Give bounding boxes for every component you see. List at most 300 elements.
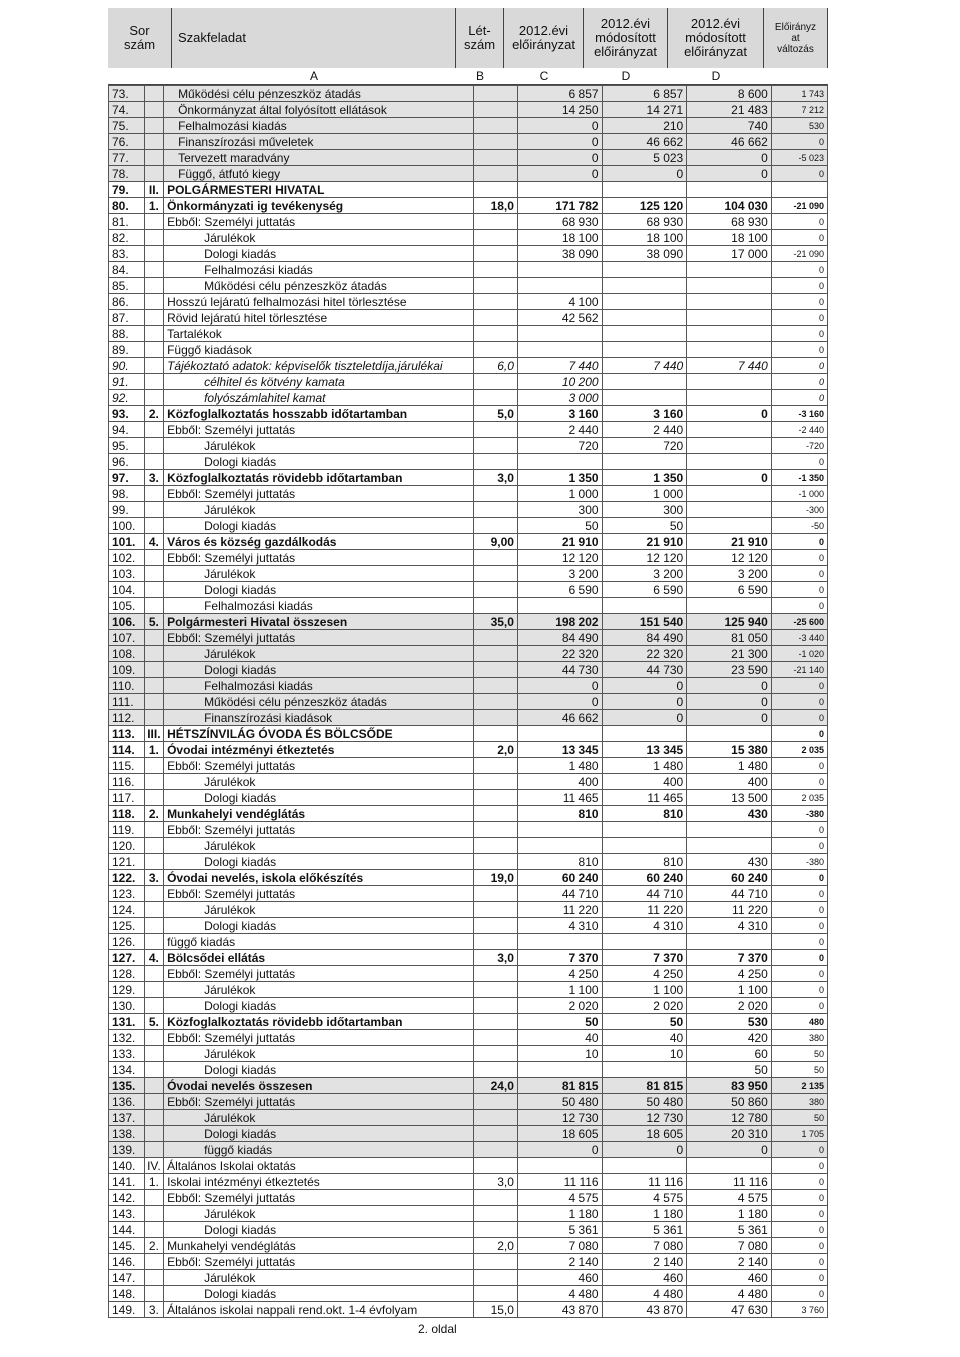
row-number: 103. [109, 566, 145, 582]
appropriation-change: 0 [771, 534, 827, 550]
section-number [144, 342, 163, 358]
headcount: 19,0 [474, 870, 518, 886]
appropriation-change: -380 [771, 854, 827, 870]
section-number [144, 358, 163, 374]
modified-appropriation-1 [602, 182, 687, 198]
item-label: Ebből: Személyi juttatás [164, 214, 474, 230]
headcount [474, 1270, 518, 1286]
header-letszam: Lét- szám [456, 8, 504, 68]
modified-appropriation-2: 11 220 [687, 902, 772, 918]
original-appropriation: 4 575 [517, 1190, 602, 1206]
section-number: III. [144, 726, 163, 742]
original-appropriation: 13 345 [517, 742, 602, 758]
row-number: 117. [109, 790, 145, 806]
modified-appropriation-2: 1 100 [687, 982, 772, 998]
original-appropriation: 2 440 [517, 422, 602, 438]
appropriation-change: 0 [771, 550, 827, 566]
table-row [109, 198, 828, 214]
row-number: 88. [109, 326, 145, 342]
modified-appropriation-2 [687, 454, 772, 470]
modified-appropriation-1: 2 440 [602, 422, 687, 438]
section-number [144, 1286, 163, 1302]
table-row [109, 1110, 828, 1126]
modified-appropriation-2 [687, 502, 772, 518]
table-row [109, 1142, 828, 1158]
section-number [144, 1078, 163, 1094]
appropriation-change: -50 [771, 518, 827, 534]
headcount [474, 1094, 518, 1110]
headcount [474, 774, 518, 790]
modified-appropriation-2 [687, 486, 772, 502]
table-row [109, 518, 828, 534]
appropriation-change: 0 [771, 758, 827, 774]
row-number: 89. [109, 342, 145, 358]
section-number [144, 566, 163, 582]
table-row [109, 118, 828, 134]
item-label: Önkormányzati ig tevékenység [164, 198, 474, 214]
modified-appropriation-1: 300 [602, 502, 687, 518]
original-appropriation: 43 870 [517, 1302, 602, 1318]
appropriation-change: 0 [771, 678, 827, 694]
item-label: Felhalmozási kiadás [164, 678, 474, 694]
modified-appropriation-1 [602, 838, 687, 854]
section-number: 3. [144, 1302, 163, 1318]
row-number: 128. [109, 966, 145, 982]
original-appropriation: 12 730 [517, 1110, 602, 1126]
modified-appropriation-1: 11 116 [602, 1174, 687, 1190]
table-row [109, 358, 828, 374]
appropriation-change: 0 [771, 166, 827, 182]
original-appropriation: 14 250 [517, 102, 602, 118]
appropriation-change: 0 [771, 822, 827, 838]
modified-appropriation-2: 0 [687, 1142, 772, 1158]
table-row [109, 150, 828, 166]
modified-appropriation-1 [602, 934, 687, 950]
table-row [109, 374, 828, 390]
table-row [109, 422, 828, 438]
row-number: 87. [109, 310, 145, 326]
budget-sheet [108, 8, 828, 1318]
modified-appropriation-2: 60 [687, 1046, 772, 1062]
table-row [109, 1270, 828, 1286]
table-row [109, 438, 828, 454]
column-letter-row [108, 68, 828, 85]
section-number [144, 1062, 163, 1078]
modified-appropriation-2: 104 030 [687, 198, 772, 214]
modified-appropriation-2: 2 140 [687, 1254, 772, 1270]
table-row [109, 86, 828, 102]
original-appropriation: 42 562 [517, 310, 602, 326]
appropriation-change: 0 [771, 1206, 827, 1222]
table-row [109, 806, 828, 822]
original-appropriation: 10 200 [517, 374, 602, 390]
modified-appropriation-2 [687, 390, 772, 406]
row-number: 107. [109, 630, 145, 646]
item-label: Járulékok [164, 566, 474, 582]
section-number [144, 694, 163, 710]
section-number [144, 550, 163, 566]
item-label: Járulékok [164, 902, 474, 918]
section-number [144, 1254, 163, 1270]
modified-appropriation-1: 11 465 [602, 790, 687, 806]
section-number [144, 598, 163, 614]
section-number [144, 86, 163, 102]
section-number [144, 662, 163, 678]
headcount: 3,0 [474, 1174, 518, 1190]
table-row [109, 102, 828, 118]
section-number [144, 294, 163, 310]
modified-appropriation-1: 43 870 [602, 1302, 687, 1318]
appropriation-change: 0 [771, 390, 827, 406]
modified-appropriation-2: 430 [687, 854, 772, 870]
modified-appropriation-2: 18 100 [687, 230, 772, 246]
row-number: 148. [109, 1286, 145, 1302]
table-row [109, 662, 828, 678]
modified-appropriation-1: 1 350 [602, 470, 687, 486]
row-number: 108. [109, 646, 145, 662]
table-row [109, 886, 828, 902]
item-label: Dologi kiadás [164, 454, 474, 470]
original-appropriation: 7 440 [517, 358, 602, 374]
item-label: Dologi kiadás [164, 246, 474, 262]
original-appropriation: 400 [517, 774, 602, 790]
section-number [144, 166, 163, 182]
appropriation-change: 7 212 [771, 102, 827, 118]
appropriation-change: -720 [771, 438, 827, 454]
row-number: 118. [109, 806, 145, 822]
modified-appropriation-1: 6 857 [602, 86, 687, 102]
row-number: 120. [109, 838, 145, 854]
item-label: Ebből: Személyi juttatás [164, 550, 474, 566]
appropriation-change: 0 [771, 1142, 827, 1158]
table-row [109, 646, 828, 662]
modified-appropriation-2 [687, 1158, 772, 1174]
row-number: 122. [109, 870, 145, 886]
original-appropriation: 0 [517, 134, 602, 150]
appropriation-change: 0 [771, 694, 827, 710]
row-number: 133. [109, 1046, 145, 1062]
item-label: Polgármesteri Hivatal összesen [164, 614, 474, 630]
modified-appropriation-1: 6 590 [602, 582, 687, 598]
table-row [109, 950, 828, 966]
appropriation-change: 0 [771, 934, 827, 950]
original-appropriation: 3 160 [517, 406, 602, 422]
headcount: 18,0 [474, 198, 518, 214]
row-number: 96. [109, 454, 145, 470]
section-number: 3. [144, 870, 163, 886]
modified-appropriation-2: 2 020 [687, 998, 772, 1014]
headcount: 15,0 [474, 1302, 518, 1318]
modified-appropriation-2: 21 910 [687, 534, 772, 550]
modified-appropriation-2: 400 [687, 774, 772, 790]
headcount [474, 1014, 518, 1030]
headcount [474, 86, 518, 102]
original-appropriation [517, 726, 602, 742]
appropriation-change: 480 [771, 1014, 827, 1030]
modified-appropriation-1: 18 100 [602, 230, 687, 246]
headcount [474, 166, 518, 182]
table-row [109, 1078, 828, 1094]
section-number [144, 502, 163, 518]
appropriation-change: 0 [771, 294, 827, 310]
table-row [109, 566, 828, 582]
item-label: Óvodai nevelés összesen [164, 1078, 474, 1094]
item-label: Munkahelyi vendéglátás [164, 806, 474, 822]
section-number: 4. [144, 534, 163, 550]
original-appropriation [517, 342, 602, 358]
headcount [474, 422, 518, 438]
row-number: 84. [109, 262, 145, 278]
modified-appropriation-1 [602, 726, 687, 742]
table-row [109, 1238, 828, 1254]
letter-b: B [475, 69, 484, 83]
headcount: 24,0 [474, 1078, 518, 1094]
row-number: 86. [109, 294, 145, 310]
row-number: 109. [109, 662, 145, 678]
modified-appropriation-1: 81 815 [602, 1078, 687, 1094]
table-row [109, 822, 828, 838]
headcount [474, 390, 518, 406]
headcount [474, 102, 518, 118]
modified-appropriation-2: 50 [687, 1062, 772, 1078]
table-row [109, 870, 828, 886]
original-appropriation [517, 1158, 602, 1174]
row-number: 91. [109, 374, 145, 390]
headcount: 9,00 [474, 534, 518, 550]
section-number: II. [144, 182, 163, 198]
row-number: 105. [109, 598, 145, 614]
modified-appropriation-1: 2 140 [602, 1254, 687, 1270]
modified-appropriation-2: 0 [687, 678, 772, 694]
original-appropriation: 6 857 [517, 86, 602, 102]
headcount [474, 182, 518, 198]
section-number [144, 678, 163, 694]
table-row [109, 406, 828, 422]
original-appropriation: 84 490 [517, 630, 602, 646]
modified-appropriation-2 [687, 182, 772, 198]
appropriation-change: -3 440 [771, 630, 827, 646]
modified-appropriation-1: 84 490 [602, 630, 687, 646]
section-number [144, 246, 163, 262]
modified-appropriation-2: 11 116 [687, 1174, 772, 1190]
item-label: Működési célu pénzeszköz átadás [164, 694, 474, 710]
table-row [109, 838, 828, 854]
item-label: Rövid lejáratú hitel törlesztése [164, 310, 474, 326]
section-number [144, 934, 163, 950]
appropriation-change: 380 [771, 1030, 827, 1046]
appropriation-change: 0 [771, 134, 827, 150]
headcount [474, 262, 518, 278]
modified-appropriation-1: 810 [602, 854, 687, 870]
original-appropriation: 810 [517, 854, 602, 870]
table-row [109, 1158, 828, 1174]
modified-appropriation-1: 22 320 [602, 646, 687, 662]
modified-appropriation-1: 21 910 [602, 534, 687, 550]
page-number: 2. oldal [418, 1322, 457, 1336]
modified-appropriation-2: 15 380 [687, 742, 772, 758]
original-appropriation: 2 020 [517, 998, 602, 1014]
section-number [144, 118, 163, 134]
headcount [474, 934, 518, 950]
modified-appropriation-1: 3 200 [602, 566, 687, 582]
row-number: 79. [109, 182, 145, 198]
original-appropriation: 12 120 [517, 550, 602, 566]
table-row [109, 694, 828, 710]
row-number: 126. [109, 934, 145, 950]
row-number: 75. [109, 118, 145, 134]
appropriation-change: -21 090 [771, 198, 827, 214]
headcount [474, 1254, 518, 1270]
modified-appropriation-2: 5 361 [687, 1222, 772, 1238]
row-number: 104. [109, 582, 145, 598]
modified-appropriation-2: 23 590 [687, 662, 772, 678]
item-label: folyószámlahitel kamat [164, 390, 474, 406]
appropriation-change: 0 [771, 230, 827, 246]
modified-appropriation-1: 60 240 [602, 870, 687, 886]
section-number [144, 102, 163, 118]
item-label: Járulékok [164, 438, 474, 454]
original-appropriation: 198 202 [517, 614, 602, 630]
section-number: 2. [144, 406, 163, 422]
appropriation-change: -1 350 [771, 470, 827, 486]
original-appropriation: 0 [517, 118, 602, 134]
modified-appropriation-2: 47 630 [687, 1302, 772, 1318]
original-appropriation: 6 590 [517, 582, 602, 598]
appropriation-change: -300 [771, 502, 827, 518]
modified-appropriation-1: 1 480 [602, 758, 687, 774]
item-label: Felhalmozási kiadás [164, 262, 474, 278]
item-label: Ebből: Személyi juttatás [164, 1094, 474, 1110]
original-appropriation: 1 350 [517, 470, 602, 486]
modified-appropriation-1: 7 440 [602, 358, 687, 374]
original-appropriation: 7 370 [517, 950, 602, 966]
appropriation-change: 0 [771, 1222, 827, 1238]
modified-appropriation-1: 4 575 [602, 1190, 687, 1206]
table-row [109, 934, 828, 950]
item-label: Dologi kiadás [164, 582, 474, 598]
modified-appropriation-2: 68 930 [687, 214, 772, 230]
item-label: Dologi kiadás [164, 1286, 474, 1302]
headcount [474, 1222, 518, 1238]
original-appropriation [517, 278, 602, 294]
appropriation-change: 0 [771, 902, 827, 918]
original-appropriation: 1 480 [517, 758, 602, 774]
table-row [109, 342, 828, 358]
section-number [144, 710, 163, 726]
table-row [109, 1222, 828, 1238]
original-appropriation [517, 598, 602, 614]
modified-appropriation-2 [687, 422, 772, 438]
original-appropriation [517, 934, 602, 950]
table-row [109, 998, 828, 1014]
table-row [109, 598, 828, 614]
item-label: Ebből: Személyi juttatás [164, 486, 474, 502]
row-number: 135. [109, 1078, 145, 1094]
table-row [109, 726, 828, 742]
headcount [474, 726, 518, 742]
modified-appropriation-1: 1 000 [602, 486, 687, 502]
headcount [474, 838, 518, 854]
row-number: 129. [109, 982, 145, 998]
row-number: 125. [109, 918, 145, 934]
headcount [474, 230, 518, 246]
modified-appropriation-1: 4 480 [602, 1286, 687, 1302]
letter-d: D [621, 69, 631, 83]
item-label: függő kiadás [164, 1142, 474, 1158]
original-appropriation: 11 220 [517, 902, 602, 918]
modified-appropriation-2: 7 370 [687, 950, 772, 966]
section-number [144, 1110, 163, 1126]
item-label: Munkahelyi vendéglátás [164, 1238, 474, 1254]
headcount [474, 326, 518, 342]
appropriation-change: 0 [771, 214, 827, 230]
header-modositott-1: 2012.évi módosított előirányzat [584, 8, 668, 68]
modified-appropriation-2: 125 940 [687, 614, 772, 630]
table-row [109, 550, 828, 566]
row-number: 101. [109, 534, 145, 550]
row-number: 134. [109, 1062, 145, 1078]
headcount: 2,0 [474, 742, 518, 758]
row-number: 113. [109, 726, 145, 742]
section-number [144, 790, 163, 806]
appropriation-change: 50 [771, 1046, 827, 1062]
item-label: Önkormányzat által folyósított ellátások [164, 102, 474, 118]
modified-appropriation-2: 8 600 [687, 86, 772, 102]
modified-appropriation-1: 14 271 [602, 102, 687, 118]
row-number: 77. [109, 150, 145, 166]
headcount [474, 982, 518, 998]
row-number: 81. [109, 214, 145, 230]
row-number: 93. [109, 406, 145, 422]
section-number [144, 374, 163, 390]
appropriation-change: -21 090 [771, 246, 827, 262]
original-appropriation: 40 [517, 1030, 602, 1046]
headcount [474, 822, 518, 838]
section-number [144, 982, 163, 998]
modified-appropriation-2: 17 000 [687, 246, 772, 262]
appropriation-change: 0 [771, 982, 827, 998]
section-number [144, 886, 163, 902]
modified-appropriation-1: 1 180 [602, 1206, 687, 1222]
section-number: 2. [144, 806, 163, 822]
table-row [109, 1046, 828, 1062]
modified-appropriation-2: 12 120 [687, 550, 772, 566]
headcount [474, 1158, 518, 1174]
modified-appropriation-1: 720 [602, 438, 687, 454]
table-row [109, 918, 828, 934]
modified-appropriation-2: 20 310 [687, 1126, 772, 1142]
table-row [109, 1286, 828, 1302]
table-row [109, 758, 828, 774]
original-appropriation: 0 [517, 166, 602, 182]
row-number: 149. [109, 1302, 145, 1318]
section-number [144, 150, 163, 166]
item-label: Város és község gazdálkodás [164, 534, 474, 550]
budget-table [108, 85, 828, 1318]
modified-appropriation-2 [687, 934, 772, 950]
headcount [474, 1286, 518, 1302]
section-number: 5. [144, 614, 163, 630]
item-label: Járulékok [164, 1206, 474, 1222]
section-number [144, 486, 163, 502]
table-row [109, 982, 828, 998]
appropriation-change: 0 [771, 726, 827, 742]
item-label: Dologi kiadás [164, 662, 474, 678]
appropriation-change: 0 [771, 1158, 827, 1174]
appropriation-change: 0 [771, 262, 827, 278]
row-number: 98. [109, 486, 145, 502]
appropriation-change: -2 440 [771, 422, 827, 438]
